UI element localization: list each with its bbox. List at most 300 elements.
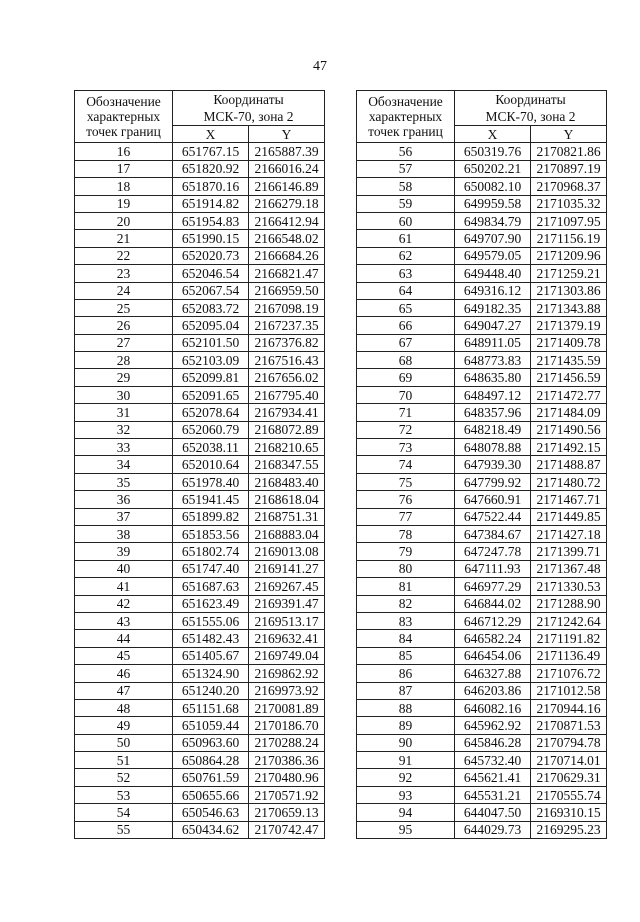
y-coordinate: 2171097.95 bbox=[531, 212, 607, 229]
y-coordinate: 2167656.02 bbox=[249, 369, 325, 386]
header-y: Y bbox=[531, 126, 607, 143]
point-number: 87 bbox=[357, 682, 455, 699]
table-row bbox=[357, 612, 607, 629]
point-number: 75 bbox=[357, 473, 455, 490]
y-coordinate: 2166821.47 bbox=[249, 265, 325, 282]
point-number: 58 bbox=[357, 178, 455, 195]
table-row bbox=[75, 491, 325, 508]
point-number: 61 bbox=[357, 230, 455, 247]
table-row bbox=[75, 699, 325, 716]
x-coordinate: 651899.82 bbox=[173, 508, 249, 525]
point-number: 19 bbox=[75, 195, 173, 212]
y-coordinate: 2168618.04 bbox=[249, 491, 325, 508]
header-coordinates-line: Координаты bbox=[213, 92, 284, 107]
x-coordinate: 646454.06 bbox=[455, 647, 531, 664]
y-coordinate: 2169013.08 bbox=[249, 543, 325, 560]
x-coordinate: 646977.29 bbox=[455, 578, 531, 595]
table-row bbox=[357, 386, 607, 403]
table-row bbox=[75, 143, 325, 160]
point-number: 57 bbox=[357, 160, 455, 177]
header-point-name bbox=[75, 91, 173, 143]
x-coordinate: 652078.64 bbox=[173, 404, 249, 421]
x-coordinate: 652091.65 bbox=[173, 386, 249, 403]
table-row bbox=[75, 282, 325, 299]
y-coordinate: 2170186.70 bbox=[249, 717, 325, 734]
y-coordinate: 2171488.87 bbox=[531, 456, 607, 473]
point-number: 39 bbox=[75, 543, 173, 560]
table-row bbox=[357, 804, 607, 821]
point-number: 54 bbox=[75, 804, 173, 821]
y-coordinate: 2168210.65 bbox=[249, 439, 325, 456]
x-coordinate: 651802.74 bbox=[173, 543, 249, 560]
point-number: 63 bbox=[357, 265, 455, 282]
table-row bbox=[75, 665, 325, 682]
point-number: 21 bbox=[75, 230, 173, 247]
point-number: 71 bbox=[357, 404, 455, 421]
y-coordinate: 2171467.71 bbox=[531, 491, 607, 508]
x-coordinate: 650655.66 bbox=[173, 786, 249, 803]
x-coordinate: 646082.16 bbox=[455, 699, 531, 716]
header-coordinates bbox=[455, 91, 607, 126]
table-row bbox=[75, 560, 325, 577]
x-coordinate: 646712.29 bbox=[455, 612, 531, 629]
x-coordinate: 650963.60 bbox=[173, 734, 249, 751]
point-number: 46 bbox=[75, 665, 173, 682]
x-coordinate: 647660.91 bbox=[455, 491, 531, 508]
x-coordinate: 646844.02 bbox=[455, 595, 531, 612]
table-row bbox=[75, 404, 325, 421]
y-coordinate: 2169632.41 bbox=[249, 630, 325, 647]
x-coordinate: 648635.80 bbox=[455, 369, 531, 386]
y-coordinate: 2167376.82 bbox=[249, 334, 325, 351]
y-coordinate: 2168751.31 bbox=[249, 508, 325, 525]
y-coordinate: 2171242.64 bbox=[531, 612, 607, 629]
table-row bbox=[357, 265, 607, 282]
x-coordinate: 648497.12 bbox=[455, 386, 531, 403]
y-coordinate: 2171409.78 bbox=[531, 334, 607, 351]
point-number: 90 bbox=[357, 734, 455, 751]
y-coordinate: 2171480.72 bbox=[531, 473, 607, 490]
x-coordinate: 650434.62 bbox=[173, 821, 249, 838]
x-coordinate: 652060.79 bbox=[173, 421, 249, 438]
y-coordinate: 2166016.24 bbox=[249, 160, 325, 177]
x-coordinate: 651767.15 bbox=[173, 143, 249, 160]
point-number: 18 bbox=[75, 178, 173, 195]
table-row bbox=[357, 595, 607, 612]
x-coordinate: 649448.40 bbox=[455, 265, 531, 282]
table-row bbox=[357, 508, 607, 525]
point-number: 67 bbox=[357, 334, 455, 351]
x-coordinate: 652046.54 bbox=[173, 265, 249, 282]
y-coordinate: 2171343.88 bbox=[531, 299, 607, 316]
y-coordinate: 2171191.82 bbox=[531, 630, 607, 647]
table-row bbox=[357, 717, 607, 734]
y-coordinate: 2171136.49 bbox=[531, 647, 607, 664]
point-number: 88 bbox=[357, 699, 455, 716]
x-coordinate: 652010.64 bbox=[173, 456, 249, 473]
y-coordinate: 2171399.71 bbox=[531, 543, 607, 560]
y-coordinate: 2171156.19 bbox=[531, 230, 607, 247]
table-row bbox=[357, 699, 607, 716]
table-row bbox=[357, 647, 607, 664]
table-row bbox=[357, 769, 607, 786]
x-coordinate: 649316.12 bbox=[455, 282, 531, 299]
y-coordinate: 2171379.19 bbox=[531, 317, 607, 334]
table-row bbox=[357, 543, 607, 560]
y-coordinate: 2171303.86 bbox=[531, 282, 607, 299]
x-coordinate: 651954.83 bbox=[173, 212, 249, 229]
header-point-name-line: точек границ bbox=[86, 124, 161, 140]
y-coordinate: 2168347.55 bbox=[249, 456, 325, 473]
x-coordinate: 651687.63 bbox=[173, 578, 249, 595]
point-number: 47 bbox=[75, 682, 173, 699]
x-coordinate: 651482.43 bbox=[173, 630, 249, 647]
point-number: 65 bbox=[357, 299, 455, 316]
point-number: 30 bbox=[75, 386, 173, 403]
point-number: 28 bbox=[75, 352, 173, 369]
x-coordinate: 650546.63 bbox=[173, 804, 249, 821]
x-coordinate: 645531.21 bbox=[455, 786, 531, 803]
header-point-name-line: Обозначение bbox=[368, 94, 443, 110]
table-row bbox=[75, 352, 325, 369]
header-x: X bbox=[455, 126, 531, 143]
table-row bbox=[75, 212, 325, 229]
table-row bbox=[75, 195, 325, 212]
table-row bbox=[75, 247, 325, 264]
table-row bbox=[75, 421, 325, 438]
y-coordinate: 2170629.31 bbox=[531, 769, 607, 786]
y-coordinate: 2171484.09 bbox=[531, 404, 607, 421]
table-row bbox=[75, 456, 325, 473]
y-coordinate: 2170714.01 bbox=[531, 752, 607, 769]
x-coordinate: 651747.40 bbox=[173, 560, 249, 577]
table-row bbox=[75, 595, 325, 612]
point-number: 23 bbox=[75, 265, 173, 282]
table-row bbox=[357, 525, 607, 542]
y-coordinate: 2166279.18 bbox=[249, 195, 325, 212]
y-coordinate: 2171456.59 bbox=[531, 369, 607, 386]
y-coordinate: 2170821.86 bbox=[531, 143, 607, 160]
point-number: 85 bbox=[357, 647, 455, 664]
point-number: 69 bbox=[357, 369, 455, 386]
x-coordinate: 651151.68 bbox=[173, 699, 249, 716]
x-coordinate: 644029.73 bbox=[455, 821, 531, 838]
point-number: 62 bbox=[357, 247, 455, 264]
point-number: 27 bbox=[75, 334, 173, 351]
y-coordinate: 2166412.94 bbox=[249, 212, 325, 229]
y-coordinate: 2169973.92 bbox=[249, 682, 325, 699]
y-coordinate: 2170742.47 bbox=[249, 821, 325, 838]
x-coordinate: 647799.92 bbox=[455, 473, 531, 490]
point-number: 78 bbox=[357, 525, 455, 542]
y-coordinate: 2170555.74 bbox=[531, 786, 607, 803]
x-coordinate: 651059.44 bbox=[173, 717, 249, 734]
point-number: 16 bbox=[75, 143, 173, 160]
table-row bbox=[75, 647, 325, 664]
y-coordinate: 2168072.89 bbox=[249, 421, 325, 438]
y-coordinate: 2166548.02 bbox=[249, 230, 325, 247]
point-number: 89 bbox=[357, 717, 455, 734]
y-coordinate: 2171288.90 bbox=[531, 595, 607, 612]
table-row bbox=[75, 160, 325, 177]
y-coordinate: 2167098.19 bbox=[249, 299, 325, 316]
x-coordinate: 652099.81 bbox=[173, 369, 249, 386]
point-number: 70 bbox=[357, 386, 455, 403]
table-row bbox=[75, 682, 325, 699]
header-coordinates-line: Координаты bbox=[495, 92, 566, 107]
table-row bbox=[357, 352, 607, 369]
x-coordinate: 646327.88 bbox=[455, 665, 531, 682]
point-number: 38 bbox=[75, 525, 173, 542]
point-number: 86 bbox=[357, 665, 455, 682]
table-row bbox=[75, 752, 325, 769]
point-number: 74 bbox=[357, 456, 455, 473]
header-coordinates-line: МСК-70, зона 2 bbox=[203, 109, 294, 124]
x-coordinate: 644047.50 bbox=[455, 804, 531, 821]
x-coordinate: 645962.92 bbox=[455, 717, 531, 734]
y-coordinate: 2169295.23 bbox=[531, 821, 607, 838]
point-number: 26 bbox=[75, 317, 173, 334]
y-coordinate: 2170897.19 bbox=[531, 160, 607, 177]
point-number: 17 bbox=[75, 160, 173, 177]
table-row bbox=[75, 525, 325, 542]
y-coordinate: 2167237.35 bbox=[249, 317, 325, 334]
table-row bbox=[357, 317, 607, 334]
x-coordinate: 648773.83 bbox=[455, 352, 531, 369]
point-number: 91 bbox=[357, 752, 455, 769]
table-row bbox=[75, 578, 325, 595]
y-coordinate: 2171367.48 bbox=[531, 560, 607, 577]
y-coordinate: 2170968.37 bbox=[531, 178, 607, 195]
point-number: 22 bbox=[75, 247, 173, 264]
point-number: 73 bbox=[357, 439, 455, 456]
header-point-name-line: точек границ bbox=[368, 124, 443, 140]
table-row bbox=[357, 752, 607, 769]
y-coordinate: 2169513.17 bbox=[249, 612, 325, 629]
point-number: 40 bbox=[75, 560, 173, 577]
table-row bbox=[75, 630, 325, 647]
table-row bbox=[357, 578, 607, 595]
x-coordinate: 651820.92 bbox=[173, 160, 249, 177]
table-row bbox=[75, 717, 325, 734]
y-coordinate: 2171012.58 bbox=[531, 682, 607, 699]
point-number: 31 bbox=[75, 404, 173, 421]
y-coordinate: 2171472.77 bbox=[531, 386, 607, 403]
table-row bbox=[357, 160, 607, 177]
table-row bbox=[357, 282, 607, 299]
x-coordinate: 647247.78 bbox=[455, 543, 531, 560]
point-number: 41 bbox=[75, 578, 173, 595]
point-number: 81 bbox=[357, 578, 455, 595]
header-y: Y bbox=[249, 126, 325, 143]
table-row bbox=[357, 195, 607, 212]
y-coordinate: 2171435.59 bbox=[531, 352, 607, 369]
x-coordinate: 645846.28 bbox=[455, 734, 531, 751]
y-coordinate: 2171330.53 bbox=[531, 578, 607, 595]
coordinates-table-right bbox=[356, 90, 607, 839]
y-coordinate: 2171035.32 bbox=[531, 195, 607, 212]
x-coordinate: 650202.21 bbox=[455, 160, 531, 177]
table-row bbox=[75, 821, 325, 838]
x-coordinate: 646203.86 bbox=[455, 682, 531, 699]
table-row bbox=[357, 491, 607, 508]
y-coordinate: 2169391.47 bbox=[249, 595, 325, 612]
table-row bbox=[357, 404, 607, 421]
y-coordinate: 2170288.24 bbox=[249, 734, 325, 751]
point-number: 42 bbox=[75, 595, 173, 612]
table-row bbox=[357, 682, 607, 699]
table-row bbox=[357, 630, 607, 647]
point-number: 48 bbox=[75, 699, 173, 716]
point-number: 59 bbox=[357, 195, 455, 212]
x-coordinate: 645732.40 bbox=[455, 752, 531, 769]
point-number: 60 bbox=[357, 212, 455, 229]
point-number: 52 bbox=[75, 769, 173, 786]
x-coordinate: 651990.15 bbox=[173, 230, 249, 247]
table-row bbox=[75, 734, 325, 751]
table-row bbox=[357, 143, 607, 160]
table-row bbox=[357, 212, 607, 229]
y-coordinate: 2171490.56 bbox=[531, 421, 607, 438]
x-coordinate: 647522.44 bbox=[455, 508, 531, 525]
x-coordinate: 651555.06 bbox=[173, 612, 249, 629]
table-row bbox=[357, 734, 607, 751]
x-coordinate: 651941.45 bbox=[173, 491, 249, 508]
y-coordinate: 2171259.21 bbox=[531, 265, 607, 282]
point-number: 68 bbox=[357, 352, 455, 369]
point-number: 50 bbox=[75, 734, 173, 751]
x-coordinate: 649182.35 bbox=[455, 299, 531, 316]
point-number: 29 bbox=[75, 369, 173, 386]
point-number: 33 bbox=[75, 439, 173, 456]
coordinates-table-left bbox=[74, 90, 325, 839]
x-coordinate: 649959.58 bbox=[455, 195, 531, 212]
y-coordinate: 2167516.43 bbox=[249, 352, 325, 369]
table-row bbox=[75, 317, 325, 334]
point-number: 92 bbox=[357, 769, 455, 786]
x-coordinate: 649047.27 bbox=[455, 317, 531, 334]
y-coordinate: 2169141.27 bbox=[249, 560, 325, 577]
table-row bbox=[75, 804, 325, 821]
table-row bbox=[357, 421, 607, 438]
x-coordinate: 647384.67 bbox=[455, 525, 531, 542]
table-row bbox=[357, 299, 607, 316]
y-coordinate: 2165887.39 bbox=[249, 143, 325, 160]
point-number: 43 bbox=[75, 612, 173, 629]
y-coordinate: 2171492.15 bbox=[531, 439, 607, 456]
x-coordinate: 652101.50 bbox=[173, 334, 249, 351]
y-coordinate: 2169862.92 bbox=[249, 665, 325, 682]
y-coordinate: 2167795.40 bbox=[249, 386, 325, 403]
point-number: 64 bbox=[357, 282, 455, 299]
point-number: 20 bbox=[75, 212, 173, 229]
x-coordinate: 648357.96 bbox=[455, 404, 531, 421]
y-coordinate: 2169267.45 bbox=[249, 578, 325, 595]
x-coordinate: 652083.72 bbox=[173, 299, 249, 316]
y-coordinate: 2171449.85 bbox=[531, 508, 607, 525]
table-row bbox=[75, 508, 325, 525]
table-row bbox=[75, 769, 325, 786]
x-coordinate: 650761.59 bbox=[173, 769, 249, 786]
point-number: 82 bbox=[357, 595, 455, 612]
x-coordinate: 651870.16 bbox=[173, 178, 249, 195]
point-number: 79 bbox=[357, 543, 455, 560]
point-number: 35 bbox=[75, 473, 173, 490]
y-coordinate: 2170480.96 bbox=[249, 769, 325, 786]
point-number: 77 bbox=[357, 508, 455, 525]
point-number: 93 bbox=[357, 786, 455, 803]
table-row bbox=[357, 821, 607, 838]
y-coordinate: 2170871.53 bbox=[531, 717, 607, 734]
table-row bbox=[357, 786, 607, 803]
x-coordinate: 651978.40 bbox=[173, 473, 249, 490]
table-row bbox=[75, 299, 325, 316]
x-coordinate: 650864.28 bbox=[173, 752, 249, 769]
table-row bbox=[75, 369, 325, 386]
y-coordinate: 2166684.26 bbox=[249, 247, 325, 264]
page-number: 47 bbox=[313, 59, 327, 74]
point-number: 49 bbox=[75, 717, 173, 734]
x-coordinate: 648078.88 bbox=[455, 439, 531, 456]
header-coordinates-line: МСК-70, зона 2 bbox=[485, 109, 576, 124]
table-row bbox=[357, 247, 607, 264]
table-row bbox=[75, 230, 325, 247]
x-coordinate: 651240.20 bbox=[173, 682, 249, 699]
y-coordinate: 2166146.89 bbox=[249, 178, 325, 195]
table-row bbox=[357, 369, 607, 386]
point-number: 56 bbox=[357, 143, 455, 160]
x-coordinate: 649834.79 bbox=[455, 212, 531, 229]
y-coordinate: 2171076.72 bbox=[531, 665, 607, 682]
x-coordinate: 650319.76 bbox=[455, 143, 531, 160]
table-row bbox=[75, 473, 325, 490]
point-number: 36 bbox=[75, 491, 173, 508]
point-number: 72 bbox=[357, 421, 455, 438]
table-row bbox=[357, 230, 607, 247]
point-number: 53 bbox=[75, 786, 173, 803]
table-row bbox=[357, 334, 607, 351]
table-row bbox=[75, 386, 325, 403]
point-number: 55 bbox=[75, 821, 173, 838]
header-point-name-line: Обозначение bbox=[86, 94, 161, 110]
x-coordinate: 652067.54 bbox=[173, 282, 249, 299]
point-number: 95 bbox=[357, 821, 455, 838]
point-number: 51 bbox=[75, 752, 173, 769]
point-number: 37 bbox=[75, 508, 173, 525]
point-number: 94 bbox=[357, 804, 455, 821]
table-row bbox=[357, 665, 607, 682]
y-coordinate: 2168883.04 bbox=[249, 525, 325, 542]
table-row bbox=[75, 786, 325, 803]
x-coordinate: 646582.24 bbox=[455, 630, 531, 647]
y-coordinate: 2171209.96 bbox=[531, 247, 607, 264]
x-coordinate: 648218.49 bbox=[455, 421, 531, 438]
table-row bbox=[75, 265, 325, 282]
header-x: X bbox=[173, 126, 249, 143]
table-row bbox=[75, 439, 325, 456]
x-coordinate: 649707.90 bbox=[455, 230, 531, 247]
x-coordinate: 652038.11 bbox=[173, 439, 249, 456]
x-coordinate: 651914.82 bbox=[173, 195, 249, 212]
y-coordinate: 2167934.41 bbox=[249, 404, 325, 421]
x-coordinate: 652020.73 bbox=[173, 247, 249, 264]
header-coordinates bbox=[173, 91, 325, 126]
table-row bbox=[75, 334, 325, 351]
point-number: 84 bbox=[357, 630, 455, 647]
x-coordinate: 652095.04 bbox=[173, 317, 249, 334]
point-number: 32 bbox=[75, 421, 173, 438]
table-row bbox=[357, 473, 607, 490]
